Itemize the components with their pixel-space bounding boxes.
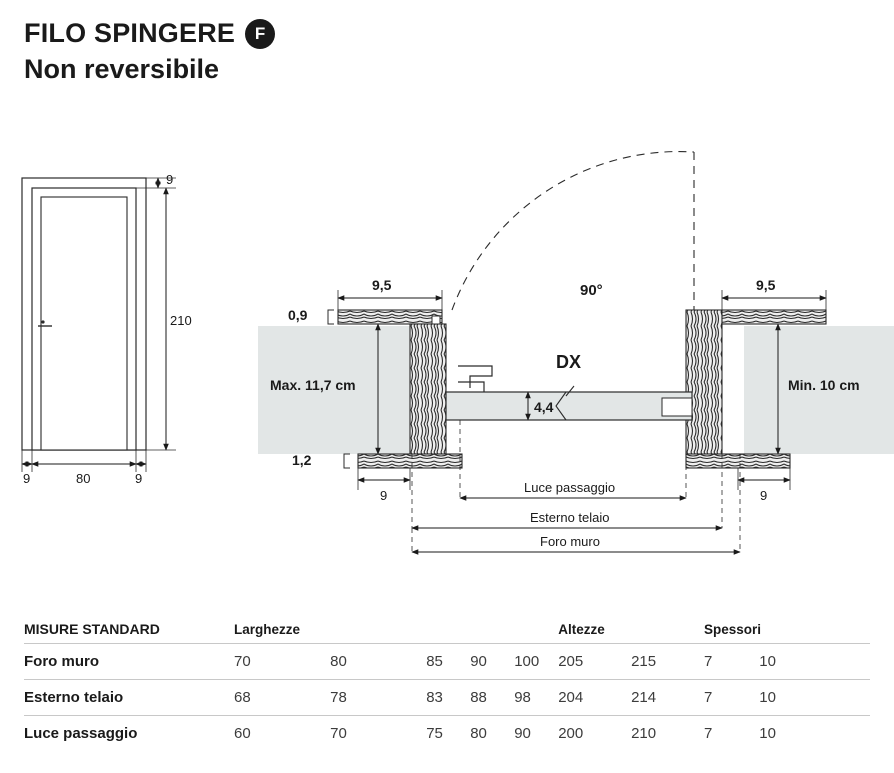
table-caption: MISURE STANDARD: [24, 621, 160, 637]
title-primary: [24, 16, 275, 50]
page-title: [24, 16, 275, 86]
swing-angle-label: 90°: [580, 282, 603, 299]
elevation-height-label: 210: [170, 313, 192, 328]
wall-min-label: Min. 10 cm: [788, 377, 860, 393]
title-primary-text: FILO SPINGERE: [24, 18, 236, 48]
cell-foro-altezza-1: 205: [558, 653, 584, 670]
right-bottom-trim: [686, 454, 790, 468]
cell-esterno-larghezza-3: 83: [426, 689, 443, 706]
row-label-esterno-telaio: Esterno telaio: [24, 689, 124, 706]
cell-foro-larghezza-5: 100: [514, 653, 540, 670]
hinge-detail-lower: [458, 382, 484, 392]
cell-foro-altezza-2: 215: [631, 653, 657, 670]
cell-foro-larghezza-1: 70: [234, 653, 251, 670]
trim-thickness-label: 0,9: [288, 307, 308, 323]
hand-label: DX: [556, 352, 582, 372]
cell-luce-larghezza-5: 90: [514, 725, 531, 742]
right-frame-width-label: 9,5: [756, 277, 776, 293]
table-row: [24, 644, 870, 680]
elevation-left-jamb-label: 9: [23, 471, 31, 486]
cell-foro-larghezza-4: 90: [470, 653, 487, 670]
spacer-3: [514, 612, 558, 644]
cell-luce-spessore-1: 7: [703, 725, 713, 742]
cell-foro-spessore-2: 10: [759, 653, 776, 670]
cell-esterno-larghezza-2: 78: [330, 689, 347, 706]
door-thickness-label: 4,4: [534, 399, 554, 415]
cell-esterno-altezza-2: 214: [631, 689, 657, 706]
cell-esterno-altezza-1: 204: [558, 689, 584, 706]
cell-esterno-spessore-2: 10: [759, 689, 776, 706]
lock-block: [662, 398, 692, 416]
cell-esterno-larghezza-4: 88: [470, 689, 487, 706]
left-jamb-block: [410, 324, 446, 454]
cell-luce-larghezza-1: 60: [234, 725, 251, 742]
title-badge-letter: F: [245, 19, 275, 49]
cell-esterno-spessore-1: 7: [703, 689, 713, 706]
cell-luce-larghezza-4: 80: [470, 725, 487, 742]
cell-luce-larghezza-3: 75: [426, 725, 443, 742]
group-header-altezze: Altezze: [558, 621, 605, 637]
wall-max-label: Max. 11,7 cm: [270, 377, 356, 393]
bottom-trim-thickness-label: 1,2: [292, 452, 312, 468]
row-label-foro-muro: Foro muro: [24, 653, 99, 670]
title-secondary: Non reversibile: [24, 54, 220, 84]
group-header-spessori: Spessori: [703, 621, 761, 637]
elevation-right-jamb-label: 9: [135, 471, 143, 486]
door-leaf-plan: [446, 392, 692, 420]
cell-luce-altezza-2: 210: [631, 725, 657, 742]
technical-drawing: [0, 130, 894, 590]
table-row: [24, 716, 870, 752]
left-bottom-trim: [358, 454, 462, 468]
cell-esterno-larghezza-1: 68: [234, 689, 251, 706]
hinge-detail-upper: [458, 366, 492, 388]
row-label-luce-passaggio: Luce passaggio: [24, 725, 138, 742]
dim-luce-passaggio-label: Luce passaggio: [524, 480, 616, 495]
cell-luce-larghezza-2: 70: [330, 725, 347, 742]
cell-foro-spessore-1: 7: [703, 653, 713, 670]
cell-foro-larghezza-3: 85: [426, 653, 443, 670]
table-header-row: [24, 612, 870, 644]
right-jamb-block: [686, 310, 722, 454]
left-frame-width-label: 9,5: [372, 277, 392, 293]
door-elevation-view: [22, 172, 192, 486]
spacer-1: [426, 612, 470, 644]
table-row: [24, 680, 870, 716]
plan-section-view: [258, 152, 894, 552]
cell-foro-larghezza-2: 80: [330, 653, 347, 670]
door-swing-arc: [452, 152, 694, 310]
right-top-trim: [722, 310, 826, 324]
standard-measures-table: [24, 612, 870, 751]
cell-esterno-larghezza-5: 98: [514, 689, 531, 706]
left-top-trim: [338, 310, 442, 324]
standard-measures-section: [24, 612, 870, 751]
dim-esterno-telaio-label: Esterno telaio: [530, 510, 610, 525]
right-jamb-depth-label: 9: [760, 488, 768, 503]
dim-foro-muro-label: Foro muro: [540, 534, 600, 549]
elevation-top-thickness-label: 9: [166, 172, 174, 187]
spacer-2: [470, 612, 514, 644]
cell-luce-spessore-2: 10: [759, 725, 776, 742]
left-jamb-depth-label: 9: [380, 488, 388, 503]
cell-luce-altezza-1: 200: [558, 725, 584, 742]
elevation-width-label: 80: [76, 471, 91, 486]
group-header-larghezze: Larghezze: [234, 621, 301, 637]
